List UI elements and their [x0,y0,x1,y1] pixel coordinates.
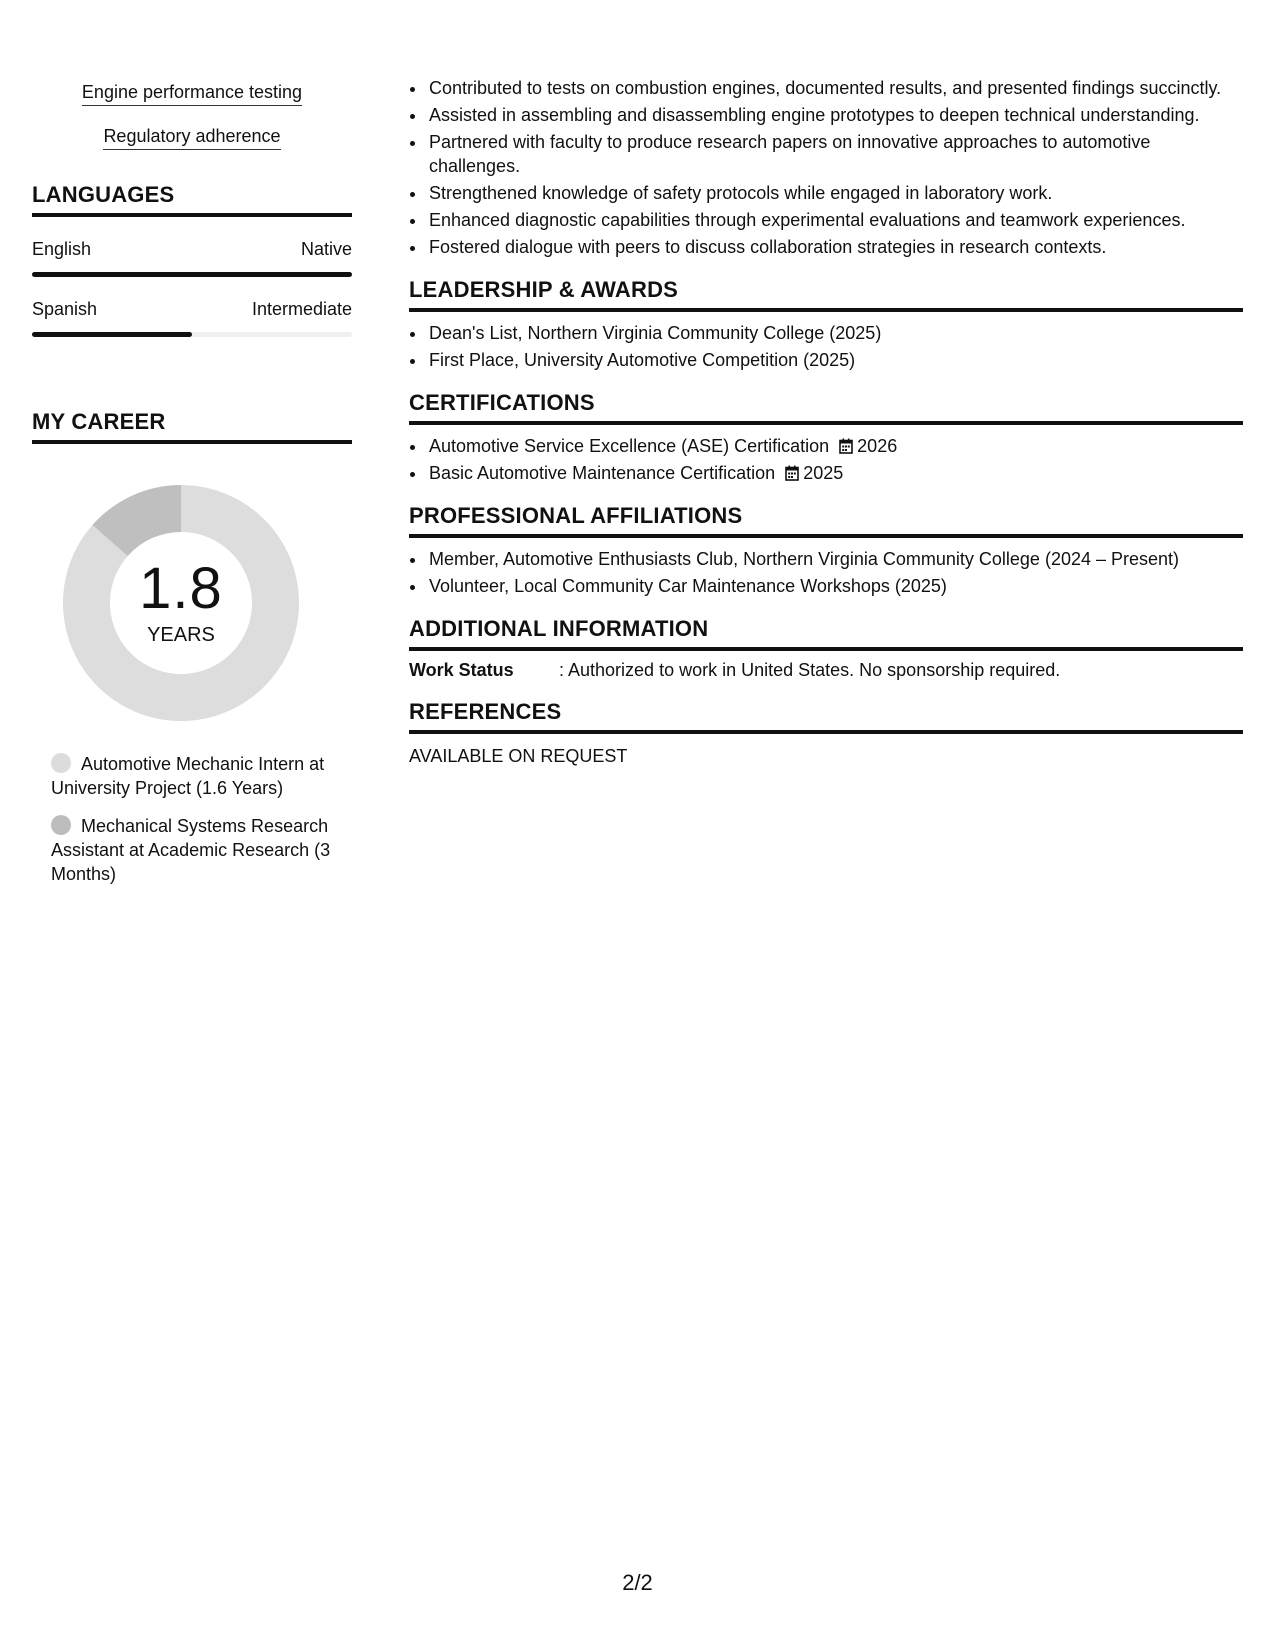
list-item: • First Place, University Automotive Competition (2025) [427,348,1243,372]
skill-item [32,82,352,106]
list-item [427,461,1243,485]
language-name: English [32,239,92,259]
language-proficiency-bar [32,272,352,277]
language-proficiency-fill [32,332,192,337]
career-donut-chart [56,478,306,728]
list-item: • Enhanced diagnostic capabilities through experimental evaluations and teamwork experiences. [427,208,1243,232]
left-column [32,82,352,900]
list-item [427,434,1243,458]
list-item: • Assisted in assembling and disassembling engine prototypes to deepen technical understanding. [427,103,1243,127]
list-item: • Volunteer, Local Community Car Maintenance Workshops (2025) [427,574,1243,598]
leadership-list [409,321,1243,372]
calendar-icon [785,465,799,481]
language-proficiency-bar [32,332,352,337]
page-number: 2/2 [622,1570,653,1595]
leadership-heading: LEADERSHIP & AWARDS [409,277,1243,312]
career-total: 1.8 [139,555,223,621]
legend-item [51,814,331,886]
certification-year: 2025 [803,463,844,483]
certifications-heading: CERTIFICATIONS [409,390,1243,425]
calendar-icon [839,438,853,454]
languages-heading: LANGUAGES [32,182,352,217]
work-status-label: Work Status [409,660,514,680]
language-level: Native [300,239,352,259]
career-legend [51,752,331,886]
work-status-value: : Authorized to work in United States. No sponsorship required. [559,660,1061,680]
certifications-list [409,434,1243,485]
career-heading: MY CAREER [32,409,352,444]
legend-item [51,752,331,800]
list-item: • Dean's List, Northern Virginia Community College (2025) [427,321,1243,345]
language-level: Intermediate [251,299,352,319]
affiliations-list [409,547,1243,598]
certification-name: Automotive Service Excellence (ASE) Certification [429,436,830,456]
language-item [32,239,352,277]
list-item: • Fostered dialogue with peers to discuss collaboration strategies in research contexts. [427,235,1243,259]
legend-dot [51,753,71,773]
list-item: • Partnered with faculty to produce research papers on innovative approaches to automotive challenges. [427,130,1243,178]
language-name: Spanish [32,299,98,319]
skill-label: Engine performance testing [82,82,302,106]
language-proficiency-fill [32,272,352,277]
references-heading: REFERENCES [409,699,1243,734]
skill-label: Regulatory adherence [103,126,280,150]
list-item: • Member, Automotive Enthusiasts Club, Northern Virginia Community College (2024 – Present) [427,547,1243,571]
affiliations-heading: PROFESSIONAL AFFILIATIONS [409,503,1243,538]
list-item: • Strengthened knowledge of safety protocols while engaged in laboratory work. [427,181,1243,205]
language-item [32,299,352,337]
list-item: • Contributed to tests on combustion engines, documented results, and presented findings succinctly. [427,76,1243,100]
experience-bullets [409,76,1243,259]
references-text: AVAILABLE ON REQUEST [409,746,628,766]
right-column [409,76,1243,767]
legend-label: Automotive Mechanic Intern at University Project (1.6 Years) [51,754,325,798]
legend-label: Mechanical Systems Research Assistant at Academic Research (3 Months) [51,816,331,884]
certification-name: Basic Automotive Maintenance Certification [429,463,776,483]
additional-info-heading: ADDITIONAL INFORMATION [409,616,1243,651]
skill-item [32,126,352,150]
certification-year: 2026 [857,436,898,456]
work-status-row [409,660,1243,681]
legend-dot [51,815,71,835]
career-unit: YEARS [147,623,215,646]
